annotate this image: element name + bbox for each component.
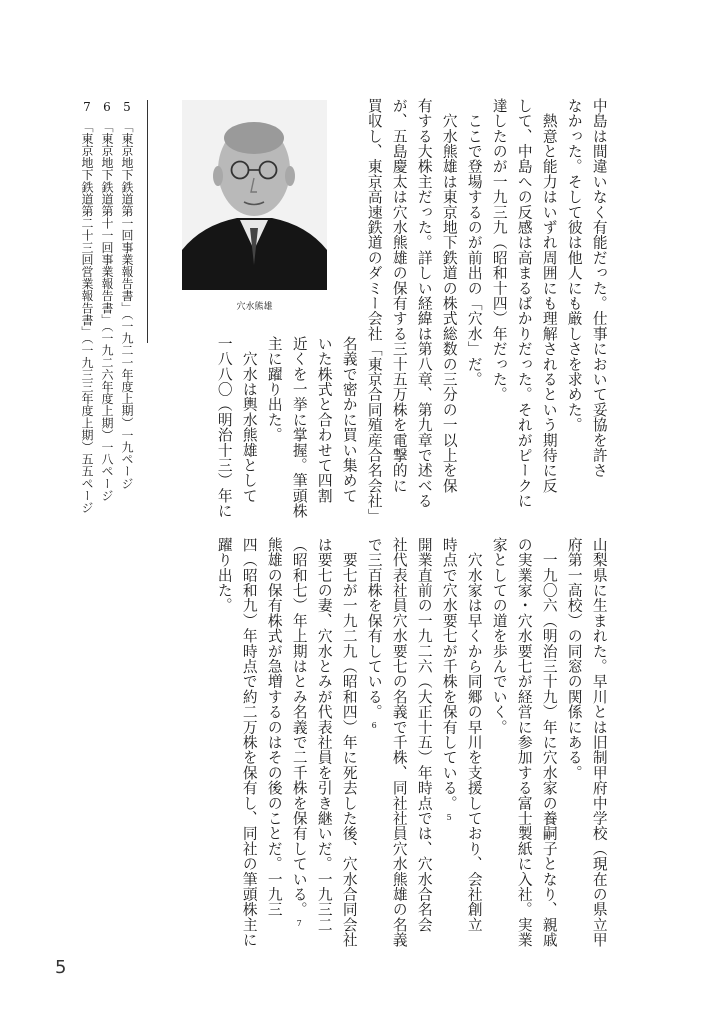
body-line: 有する大株主だった。詳しい経緯は第八章、第九章で述べる: [415, 98, 433, 509]
body-line: が、五島慶太は穴水熊雄の保有する三十五万株を電撃的に: [390, 98, 408, 494]
body-line: 開業直前の一九二六（大正十五）年時点では、穴水合名会: [415, 537, 433, 933]
body-line: 主に躍り出た。: [265, 336, 283, 443]
line-text: （昭和七）年上期はとみ名義で二千株を保有している。: [290, 537, 308, 917]
body-line: 要七が一九二九（昭和四）年に死去した後、穴水合同会社: [340, 537, 358, 948]
body-line: [291, 537, 306, 929]
body-line: 四（昭和九）年時点で約二万株を保有し、同社の筆頭株主に: [240, 537, 258, 948]
body-line: 穴水は輿水熊雄として: [240, 336, 258, 504]
body-line: [441, 537, 456, 822]
body-line: 熊雄の保有株式が急増するのはその後のことだ。一九三: [265, 537, 283, 917]
body-line: は要七の妻、穴水とみが代表社員を引き継いだ。一九三二: [315, 537, 333, 933]
body-line: [366, 537, 381, 731]
body-line: 達したのが一九三九（昭和十四）年だった。: [490, 98, 508, 402]
body-line: して、中島への反感は高まるばかりだった。それがピークに: [515, 98, 533, 509]
body-line: の実業家・穴水要七が経営に参加する富士製紙に入社。実業: [515, 537, 533, 948]
body-line: 穴水家は早くから同郷の早川を支援しており、会社創立: [465, 537, 483, 933]
line-text: で三百株を保有している。: [365, 537, 383, 720]
page-number: 5: [55, 957, 67, 978]
footnote: 5 「東京地下鉄道第一回事業報告書」（一九二一年度上期）一九ページ: [120, 100, 134, 490]
body-line: 熱意と能力はいずれ周囲にも理解されるという期待に反: [540, 98, 558, 494]
portrait-photo: [182, 100, 327, 290]
body-line: 一八八〇（明治十三）年に: [215, 336, 233, 519]
body-line: なかった。そして彼は他人にも厳しさを求めた。: [565, 98, 583, 433]
photo-caption: 穴水熊雄: [236, 302, 273, 312]
footnote-ref: 5: [444, 812, 454, 823]
body-line: 山梨県に生まれた。早川とは旧制甲府中学校（現在の県立甲: [590, 537, 608, 948]
body-line: 躍り出た。: [215, 537, 233, 613]
footnote: 6 「東京地下鉄道第十一回事業報告書」（一九二六年度上期）一八ページ: [100, 100, 114, 502]
body-line: 近くを一挙に掌握。筆頭株: [290, 336, 308, 519]
footnote-rule: [147, 100, 148, 343]
body-line: 中島は間違いなく有能だった。仕事において妥協を許さ: [590, 98, 608, 478]
body-line: 買収し、東京高速鉄道のダミー会社「東京合同殖産合名会社」: [365, 98, 383, 524]
body-line: 一九〇六（明治三十九）年に穴水家の養嗣子となり、親戚: [540, 537, 558, 948]
body-line: 府第一高校）の同窓の関係にある。: [565, 537, 583, 781]
footnote-ref: 7: [294, 919, 304, 929]
portrait-illustration: [182, 100, 327, 290]
body-line: ここで登場するのが前出の「穴水」だ。: [465, 98, 483, 387]
footnote-ref: 6: [369, 721, 379, 731]
body-line: いた株式と合わせて四割: [315, 336, 333, 504]
body-line: 穴水熊雄は東京地下鉄道の株式総数の三分の一以上を保: [440, 98, 458, 494]
line-text: 時点で穴水要七が千株を保有している。: [440, 537, 458, 811]
footnote: 7 「東京地下鉄道第二十三回営業報告書」（一九三三年度上期）五五ページ: [80, 100, 94, 514]
body-line: 名義で密かに買い集めて: [340, 336, 358, 504]
body-line: 家としての道を歩んでいく。: [490, 537, 508, 735]
body-line: 社代表社員穴水要七の名義で千株、同社社員穴水熊雄の名義: [390, 537, 408, 948]
